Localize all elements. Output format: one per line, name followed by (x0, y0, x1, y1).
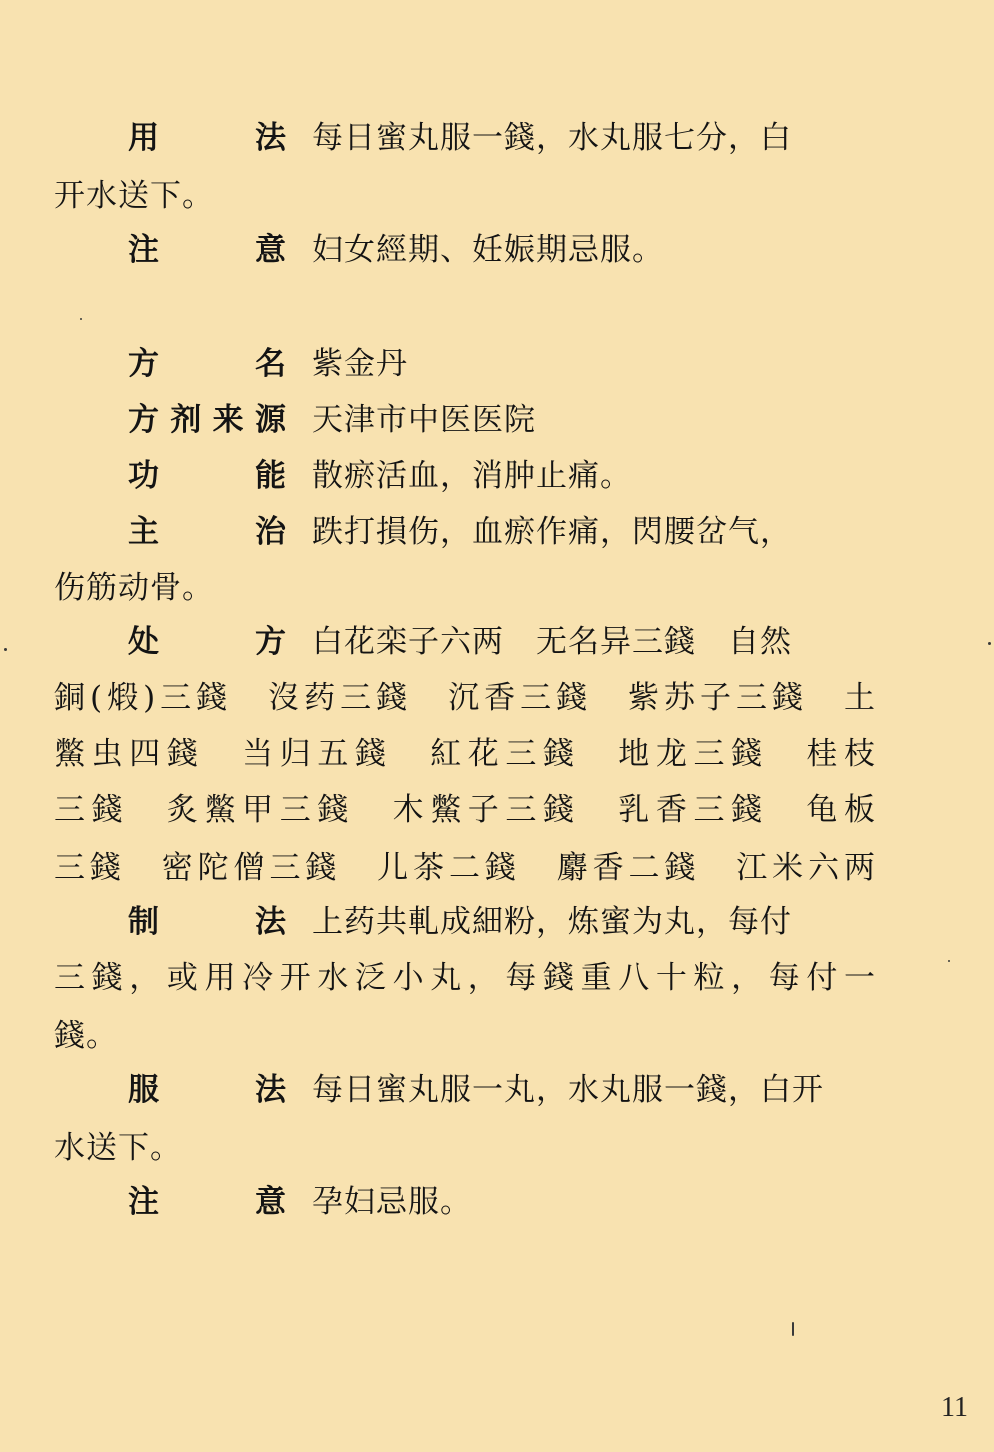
field-content: 散瘀活血，消肿止痛。 (312, 458, 632, 494)
text-line: 銅(煅)三錢 沒药三錢 沉香三錢 紫苏子三錢 土 (54, 680, 876, 716)
field-label: 功能 (128, 458, 286, 494)
text-line: 水送下。 (54, 1130, 182, 1166)
field-label: 处方 (128, 624, 286, 660)
scan-speck (792, 1322, 794, 1336)
text-line: 三錢 密陀僧三錢 儿茶二錢 麝香二錢 江米六两 (54, 850, 876, 886)
text-line (128, 454, 876, 498)
field-label: 制法 (128, 904, 286, 940)
text-line (128, 510, 876, 554)
field-label: 方剂来源 (128, 402, 286, 438)
scan-speck (4, 648, 7, 651)
field-label: 用法 (128, 120, 286, 156)
field-content: 每日蜜丸服一丸，水丸服一錢，白开 (312, 1072, 824, 1108)
text-line (128, 620, 876, 664)
text-line (128, 228, 876, 272)
field-label: 方名 (128, 346, 286, 382)
text-line: 錢。 (54, 1018, 118, 1054)
scan-speck (988, 642, 991, 645)
field-label: 注意 (128, 1184, 286, 1220)
text-line (128, 1068, 876, 1112)
page-number: 11 (941, 1392, 968, 1423)
text-line: 开水送下。 (54, 178, 214, 214)
field-content: 跌打損伤，血瘀作痛，閃腰岔气， (312, 514, 792, 550)
field-content: 天津市中医医院 (312, 402, 536, 438)
text-line: 鱉虫四錢 当归五錢 紅花三錢 地龙三錢 桂枝 (54, 736, 876, 772)
text-line (128, 116, 876, 160)
field-content: 紫金丹 (312, 346, 408, 382)
field-content: 上药共軋成細粉，炼蜜为丸，每付 (312, 904, 792, 940)
field-label: 注意 (128, 232, 286, 268)
field-label: 服法 (128, 1072, 286, 1108)
text-line (128, 342, 876, 386)
field-content: 孕妇忌服。 (312, 1184, 472, 1220)
text-line (128, 398, 876, 442)
field-label: 主治 (128, 514, 286, 550)
scan-speck (948, 960, 950, 962)
field-content: 白花栾子六两 无名异三錢 自然 (312, 624, 792, 660)
text-line: 三錢 炙鱉甲三錢 木鱉子三錢 乳香三錢 龟板 (54, 792, 876, 828)
text-line: 伤筋动骨。 (54, 570, 214, 606)
scan-speck (80, 318, 82, 320)
text-line: 三錢，或用冷开水泛小丸，每錢重八十粒，每付一 (54, 960, 876, 996)
text-line (128, 1180, 876, 1224)
field-content: 每日蜜丸服一錢，水丸服七分，白 (312, 120, 792, 156)
field-content: 妇女經期、妊娠期忌服。 (312, 232, 664, 268)
text-line (128, 900, 876, 944)
